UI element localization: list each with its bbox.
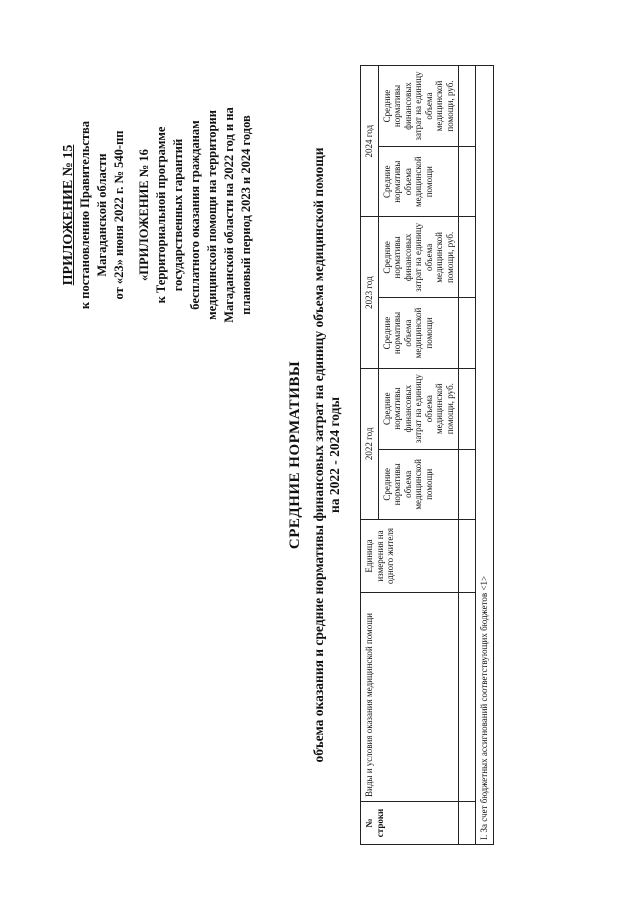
section-1-row: I. За счет бюджетных ассигнований соответствующих бюджетов <1> (476, 66, 494, 845)
appendix-title-2: «ПРИЛОЖЕНИЕ № 16 (137, 149, 151, 281)
appendix-title: ПРИЛОЖЕНИЕ № 15 (61, 144, 76, 286)
header-year-2024: 2024 год (361, 66, 379, 217)
program-line: государственных гарантий (171, 138, 185, 292)
program-line: к Территориальной программе (154, 126, 168, 304)
rotated-page (40, 45, 530, 865)
header-care-kind: Виды и условия оказания медицинской помощи (361, 593, 459, 802)
program-line: плановый период 2023 и 2024 годов (239, 115, 253, 315)
header-year-2022: 2022 год (361, 368, 379, 519)
norms-table (360, 65, 494, 845)
appendix-to-decree: к постановлению Правительства (78, 120, 92, 310)
header-volume-2023: Средние нормативы объема медицинской помощи (378, 298, 459, 368)
appendix-header (60, 65, 255, 365)
header-year-2023: 2023 год (361, 217, 379, 368)
header-unit: Единица измерения на одного жителя (361, 520, 459, 593)
program-line: бесплатного оказания гражданам (188, 120, 202, 310)
document-period: на 2022 - 2024 годы (327, 396, 342, 514)
appendix-region: Магаданской области (95, 153, 109, 277)
appendix-date: от «23» июня 2022 г. № 540-пп (112, 130, 126, 300)
header-volume-2024: Средние нормативы объема медицинской помощи (378, 147, 459, 217)
document-subtitle: объема оказания и средние нормативы финансовых затрат на единицу объема медицинской помощи (311, 147, 326, 763)
column-number-row (459, 66, 476, 845)
program-line: Магаданской области на 2022 год и на (222, 107, 236, 323)
header-volume-2022: Средние нормативы объема медицинской помощи (378, 449, 459, 519)
header-row-number: № строки (361, 802, 459, 845)
document-title: СРЕДНИЕ НОРМАТИВЫ (287, 360, 303, 550)
header-cost-2024: Средние нормативы финансовых затрат на единицу объема медицинской помощи, руб. (378, 66, 459, 147)
program-line: медицинской помощи на территории (205, 110, 219, 320)
header-cost-2022: Средние нормативы финансовых затрат на единицу объема медицинской помощи, руб. (378, 368, 459, 449)
document-heading (287, 45, 343, 865)
header-cost-2023: Средние нормативы финансовых затрат на единицу объема медицинской помощи, руб. (378, 217, 459, 298)
